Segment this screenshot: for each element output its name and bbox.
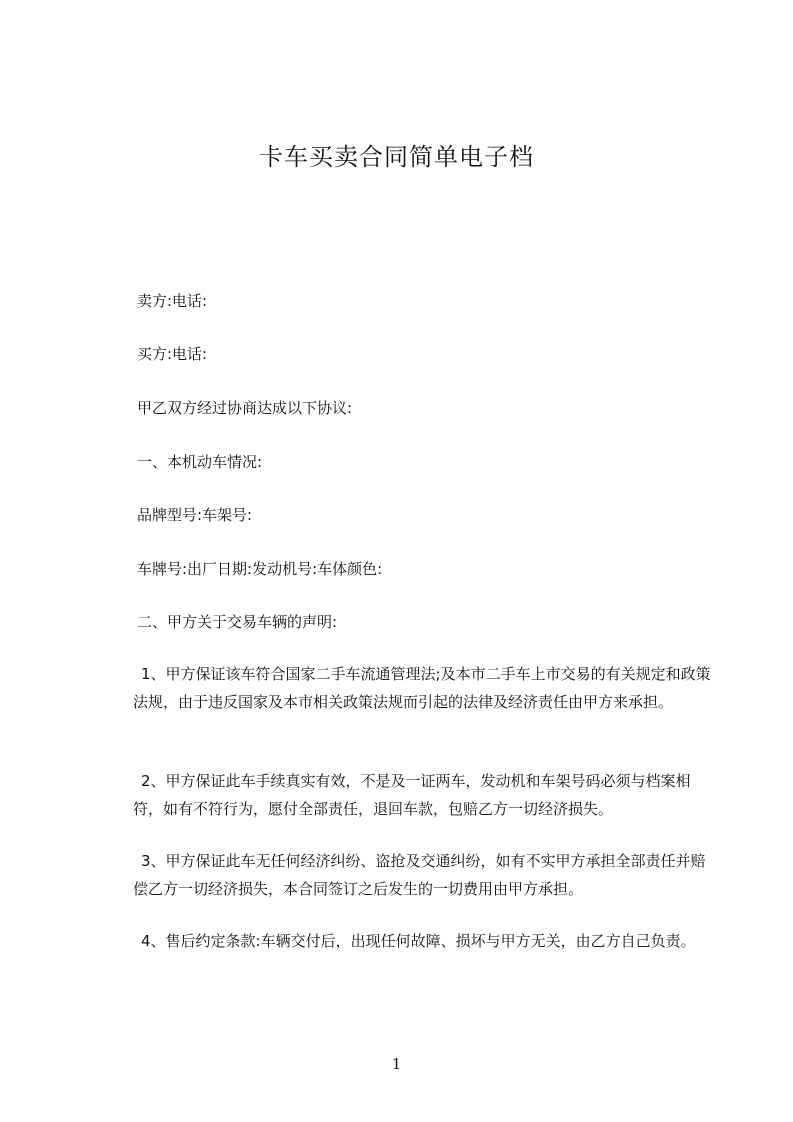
clause-3: 3、甲方保证此车无任何经济纠纷、盗抢及交通纠纷，如有不实甲方承担全部责任并赔偿乙方一切经济损失，本合同签订之后发生的一切费用由甲方承担。 [133,852,706,898]
section-heading-declaration: 二、甲方关于交易车辆的声明: [137,613,338,631]
section-heading-vehicle: 一、本机动车情况: [137,453,263,471]
plate-date-engine-line: 车牌号:出厂日期:发动机号:车体颜色: [137,560,383,578]
buyer-line: 买方:电话: [137,345,208,363]
document-title: 卡车买卖合同简单电子档 [259,143,534,171]
clause-1: 1、甲方保证该车符合国家二手车流通管理法;及本市二手车上市交易的有关规定和政策法规，由于违反国家及本市相关政策法规而引起的法律及经济责任由甲方来承担。 [133,665,711,711]
brand-model-line: 品牌型号:车架号: [137,506,253,524]
page-number: 1 [391,1055,402,1073]
agreement-intro: 甲乙双方经过协商达成以下协议: [137,399,353,417]
clause-2: 2、甲方保证此车手续真实有效，不是及一证两车，发动机和车架号码必须与档案相符，如有不符行为，愿付全部责任，退回车款，包赔乙方一切经济损失。 [133,772,691,818]
clause-4: 4、售后约定条款:车辆交付后，出现任何故障、损坏与甲方无关，由乙方自己负责。 [141,932,696,950]
seller-line: 卖方:电话: [137,292,208,310]
